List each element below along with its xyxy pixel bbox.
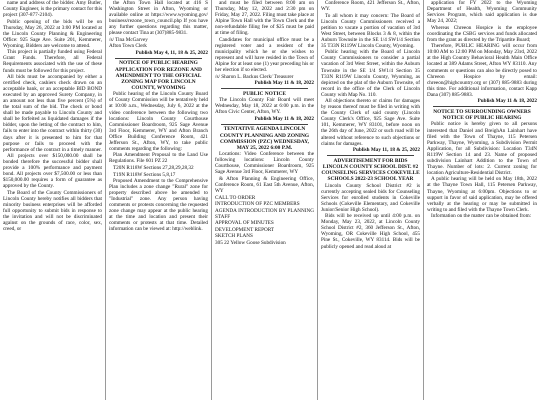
notice-paragraph: the Afton Town Hall located at 416 S Washington Street in Afton, Wyoming or available online at https://www.wyoming.gov/ business/rezone_town_council.php If you have any further questions regarding this matter, please contact Tina at (307)885-9831. — [109, 0, 208, 37]
publication-dates: Publish May 11 & 18, 2022 — [477, 98, 537, 105]
notice-paragraph: Information on the matter can be obtained from: — [431, 213, 532, 220]
notice-paragraph: Proposed Amendment to the Comprehensive Plan includes a zone change "Rural" zone for property described above be amended to "Industrial" zone. Any person having comments or protests concerning the requested zone change may appear at the public hearing at the time and location and present their comments or protests at that time. Detailed information can be viewed at: http://weblink. — [109, 178, 208, 233]
notice-paragraph: Public hearing with the Board of Lincoln County Commissioners to consider a partial vacation of 3rd West Street, within the Auburn Townsite in the SE 1/4 SW1/4 Section 35 T33N R119W Lincoln County, Wyoming, as depicted on the plat of the Auburn Townsite, of record in the office of the Clerk of Lincoln County with Map No. 110. — [321, 49, 420, 98]
notice-paragraph: The Lincoln County Fair Board will meet Wednesday, May 18, 2022 at 6:00 p.m. in the Afton Civic Center, Afton, WY. — [215, 97, 314, 116]
notice-paragraph: All bids must be accompanied by either a certified check, cashiers check drawn on an acceptable bank, or an acceptable BID BOND executed by an approved Surety Company, in an amount not less than five percent (5%) of the total sum of the bid. The check or bond shall be made payable to Lincoln County and shall be forfeited as liquidated damages if the bidder, upon the letting of the contract to him, fails to enter into the contract within thirty (30) days after it is presented to him for that purpose or fails to proceed with the performance of the contract in a timely manner. — [3, 74, 102, 153]
column-2 — [106, 0, 212, 400]
notice-heading: ADVERTISEMENT FOR BIDS LINCOLN COUNTY SCHOOL DIST. #2 COUNSELING SERVICES COKEVILLE SCHOOLS 2022-23 SCHOOL YEAR — [321, 157, 420, 182]
notice-line: CALL TO ORDER — [215, 194, 256, 201]
notice-heading: PUBLIC NOTICE — [243, 90, 286, 97]
notice-paragraph: T19N R118W Sections 5,8,17 — [113, 171, 176, 178]
notice-paragraph: Conference Room, 421 Jefferson St., Afton, WY. — [321, 0, 420, 13]
notice-divider — [221, 124, 308, 125]
notice-paragraph: & Afton Planning & Engineering Office, Conference Room, 61 East 5th Avenue, Afton, WY — [215, 176, 314, 195]
publication-dates: Publish May 11, 18 & 25, 2022 — [352, 147, 420, 154]
notice-paragraph: Whereas Chreeon Hospice is the employee coordinating the CSBG services and funds allocated from the grant as directed by the Tripartite Board; — [427, 24, 537, 43]
notice-divider — [221, 88, 308, 89]
notice-heading: NOTICE TO SURROUNDING OWNERS NOTICE OF PUBLIC HEARING — [433, 108, 531, 121]
notice-paragraph: Candidates for municipal office must be a registered voter and a resident of the municipality which he or she wishes to represent and will have resided in the Town of Alpine for at least one (1) year preceding his or her election if so elected. — [215, 36, 314, 74]
notice-paragraph: The Board of the County Commissioners of Lincoln County hereby notifies all bidders that minority business enterprises will be afforded full opportunity to submit bids in response to the invitation and will not be discriminated against on the grounds of race, color, sex, creed, or — [3, 189, 102, 233]
notice-line: /s/ Tina McGarvey — [109, 36, 148, 43]
notice-heading: TENTATIVE AGENDA LINCOLN COUNTY PLANNING AND ZONING COMMISSION (PZC) WEDNESDAY, MAY 25, 2022 6:00 P.M. — [219, 126, 310, 151]
notice-paragraph: To all whom it may concern: The Board of Lincoln County Commissioners received a petition to vacate a portion of vacation of 3rd West Street, between Blocks 3 & 8, within the Auburn Townsite in the SE 1/4 SW1/4 Section 35 T33N R119W Lincoln County, Wyoming. — [321, 12, 420, 49]
notice-paragraph: name and address of the bidder. Amy Butler, County Engineer, is the primary contact for this project (307-877-2104). — [3, 0, 102, 19]
notice-line: SKETCH PLANS — [215, 233, 253, 240]
notice-line: INTRODUCTION OF PZC MEMBERS — [215, 201, 300, 208]
notice-paragraph: Locations: Video Conference between the following locations: Lincoln County Courthouse, Commissioner Boardroom, 925 Sage Avenue 3rd Floor, Kemmerer, WY — [215, 151, 314, 176]
notice-divider — [115, 58, 202, 59]
notice-paragraph: application for FY 2022 to the Wyoming Department of Health, Wyoming Community Services Program, which said application is due May 24, 2022; — [427, 0, 537, 25]
notice-paragraph: and must be filed between 8:00 am on Thursday, May 12, 2022 and 2:30 pm on Friday, May 27, 2022. Filing must take place at Alpine Town Hall with the Town Clerk and the non-refundable filing fee of $25 must be paid at time of filing. — [215, 0, 314, 37]
publication-dates: Publish May 4, 11, 18 & 25, 2022 — [135, 49, 208, 56]
notice-paragraph: Bids will be received up until 4:00 p.m. on Monday, May 23, 2022, at Lincoln County School District #2, 360 Jefferson St., Afton, Wyoming, OR Cokeville High School, 455 Pine St., Cokeville, WY 83114. Bids will be publicly opened and read aloud at — [321, 213, 420, 250]
notice-line: /s/ Sharon L. Backus Clerk/ Treasurer — [215, 73, 294, 80]
notice-paragraph: Public notice is hereby given to all persons interested that Daniel and BreighAn Lainhart have filed with the Town of Thayne, 115 Petersen Parkway, Thayne, Wyoming, a Subdivision Permit Application, for all Subdivision: Location T34N R119W Section 14 and 23. Name of proposed subdivision Lainhart Addition to the Town of Thayne. Number of lots: 2. Current zoning for location Agriculture-Residential District. — [427, 121, 537, 176]
notice-line: Afton Town Clerk — [109, 43, 147, 50]
publication-dates: Publish May 11 & 18, 2022 — [254, 115, 314, 122]
notice-divider — [433, 106, 531, 107]
notice-paragraph: A public hearing will be held on May 18th, 2022 at the Thayne Town Hall, 115 Petersen Parkway, Thayne, Wyoming at 6:00pm. Objections to or support in favor of said application, may be offered verbally at the hearing or may be submitted in writing to and filed with the Thayne Town Clerk. — [427, 176, 537, 213]
notice-line: 305 22 Yellow Goose Subdivision — [215, 239, 286, 246]
notice-heading: NOTICE OF PUBLIC HEARING APPLICATION FOR REZONE AND AMENDMENT TO THE OFFICIAL ZONING MAP FOR LINCOLN COUNTY, WYOMING — [115, 60, 202, 91]
column-3 — [212, 0, 318, 400]
notice-paragraph: Public hearing of the Lincoln County Board of County Commission will be tentatively held at 10:00 a.m., Wednesday, July 6, 2022 at the video conference between the following two locations: Lincoln County Courthouse Commissioner Boardroom, 925 Sage Avenue 3rd Floor, Kemmerer, WY and Afton Branch Office Building Conference Room, 421 Jefferson St., Afton, WY, to take public comments regarding the following: — [109, 91, 208, 152]
notice-paragraph: Plan Amendment Proposal to the Land Use Regulations. File 601 PZ 22 — [109, 152, 208, 165]
publication-dates: Publish May 11 & 18, 2022 — [254, 80, 314, 87]
notice-divider — [327, 155, 414, 156]
notice-paragraph: Lincoln County School District #2 is currently accepting sealed bids for Counseling Services for enrolled students in Cokeville Schools (Cokeville Elementary, and Cokeville Junior/Senior High School). — [321, 182, 420, 213]
notice-paragraph: All objections thereto or claims for damages by reason thereof must be filed in writing with the County Clerk of said county (Lincoln County Clerk's Office, 925 Sage Ave. Suite 101, Kemmerer, WY 83101, before noon on the 26th day of June, 2022 or such road will be altered without reference to such objections or claims for damages. — [321, 98, 420, 147]
notice-paragraph: Public opening of the bids will be on Thursday, May 26, 2022 at 3:00 PM located at the Lincoln County Planning & Engineering Office: 925 Sage Ave. Suite 201, Kemmerer, Wyoming. Bidders are welcome to attend. — [3, 18, 102, 49]
notice-paragraph: T20N R118W Sections 27,28,29,28,32 — [113, 164, 194, 171]
column-1 — [0, 0, 106, 400]
column-4 — [318, 0, 424, 400]
notice-line: APPROVAL OF MINUTES — [215, 220, 274, 227]
notice-paragraph: Therefore, PUBLIC HEARING will occur from 10:00 AM to 12:00 PM on Monday, May 23rd, 2022 at the High Country Behavioral Health Main Office located at 389 Adams Street, Afton WY 83110. Any comments or questions can also be directly posed to Chreeon Hospice by email: chreeon@highcountry.org or (307) 885-9883 during this time. For additional information, contact Kapp Dana (307) 885-9883. — [427, 43, 537, 98]
notice-line: AGENDA INTRODUCTION BY PLANNING STAFF — [215, 207, 314, 220]
notice-line: DEVELOPMENT REPORT — [215, 226, 275, 233]
notice-paragraph: This project is partially funded using Federal Grant Funds. Therefore, all Federal Requirements associated with the use of these funds must be followed for this project. — [3, 49, 102, 74]
column-5 — [424, 0, 540, 400]
notice-paragraph: All projects over $150,000.00 shall be bonded therefore the successful bidder shall provide a 100% performance and payment bond. All projects over $7,500.00 or less than $150,000.00 requires a form of guarantee as approved by the County. — [3, 153, 102, 190]
